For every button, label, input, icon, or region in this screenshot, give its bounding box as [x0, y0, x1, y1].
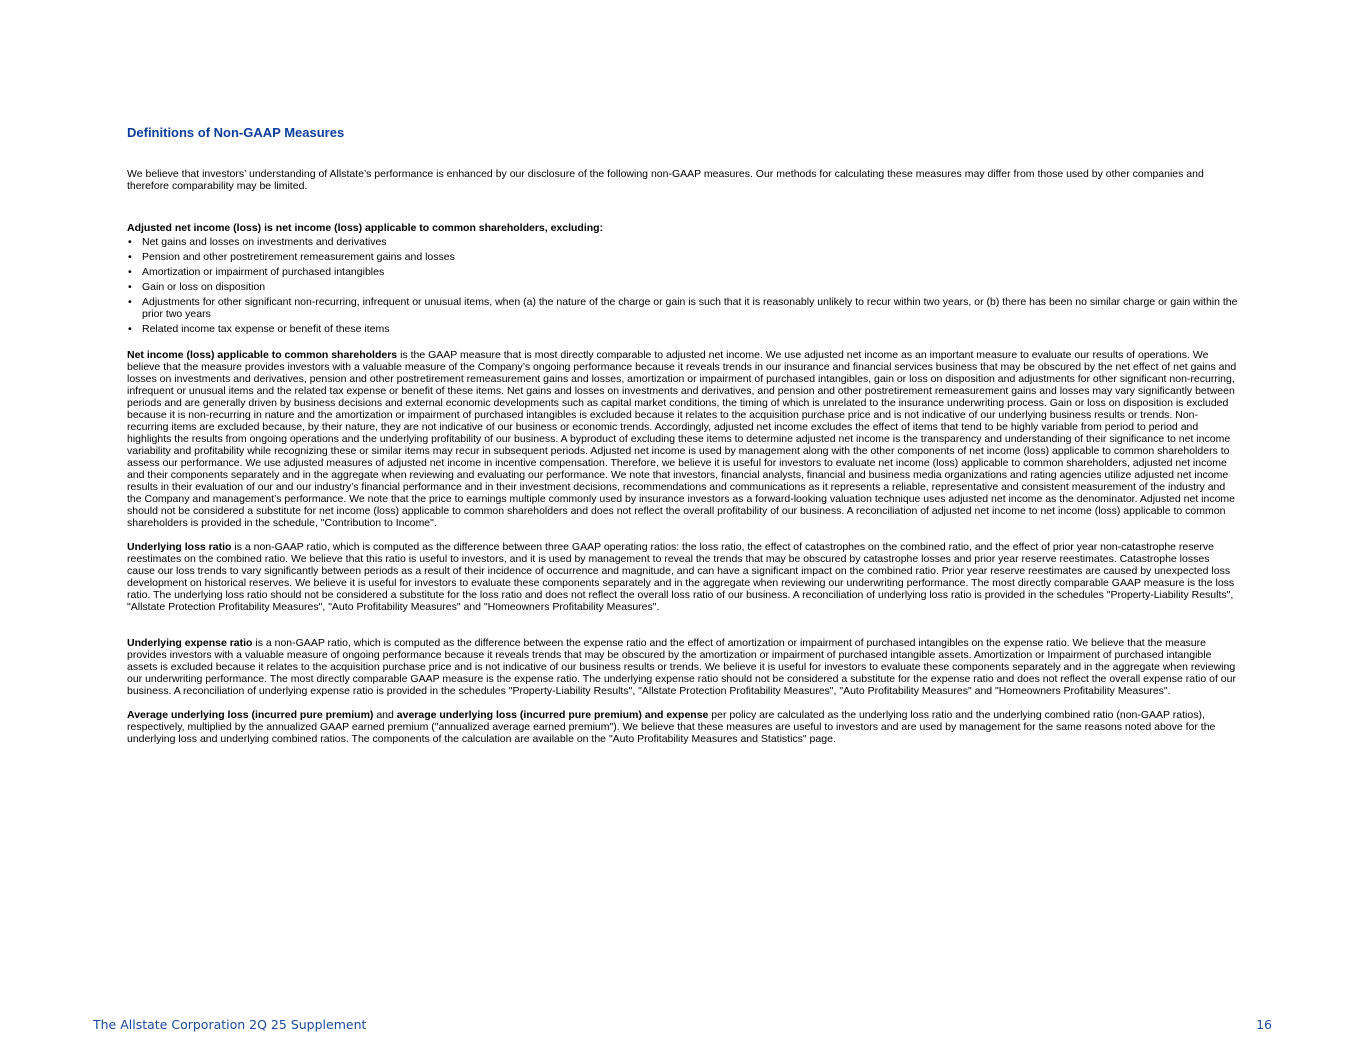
exclusions-list — [127, 237, 1239, 335]
list-item-text: Amortization or impairment of purchased intangibles — [142, 266, 385, 278]
list-item — [127, 282, 1239, 294]
net-income-text: is the GAAP measure that is most directly comparable to adjusted net income. We use adjusted net income as an important measure to evaluate our results of operations. We believe that the measure provides investors with a valuable measure of the Company’s ongoing performance because it reveals trends in our insurance and financial services business that may be obscured by the net effect of net gains and losses on investments and derivatives, pension and other postretirement remeasurement gains and losses, amortization or impairment of purchased intangibles, gain or loss on disposition and adjustments for other significant non-recurring, infrequent or unusual items and the related tax expense or benefit of these items. Net gains and losses on investments and derivatives, and pension and other postretirement remeasurement gains and losses may vary significantly between periods and are generally driven by business decisions and external economic developments such as capital market conditions, the timing of which is unrelated to the insurance underwriting process. Gain or loss on disposition is excluded because it is non-recurring in nature and the amortization or impairment of purchased intangibles is excluded because it relates to the acquisition purchase price and is not indicative of our underlying business results or trends. Non-recurring items are excluded because, by their nature, they are not indicative of our business or economic trends. Accordingly, adjusted net income excludes the effect of items that tend to be highly variable from period to period and highlights the results from ongoing operations and the underlying profitability of our business. A byproduct of excluding these items to determine adjusted net income is the transparency and understanding of their significance to net income variability and profitability while recognizing these or similar items may recur in subsequent periods. Adjusted net income is used by management along with the other components of net income (loss) applicable to common shareholders to assess our performance. We use adjusted measures of adjusted net income in incentive compensation. Therefore, we believe it is useful for investors to evaluate net income (loss) applicable to common shareholders, adjusted net income and their components separately and in the aggregate when reviewing and evaluating our performance. We note that investors, financial analysts, financial and business media organizations and rating agencies utilize adjusted net income results in their evaluation of our and our industry’s financial performance and in their investment decisions, recommendations and communications as it represents a reliable, representative and consistent measurement of the industry and the Company and management’s performance. We note that the price to earnings multiple commonly used by insurance investors as a forward-looking valuation technique uses adjusted net income as the denominator. Adjusted net income should not be considered a substitute for net income (loss) applicable to common shareholders and does not reflect the overall profitability of our business. A reconciliation of adjusted net income to net income (loss) applicable to common shareholders is provided in the schedule, "Contribution to Income". — [127, 349, 1237, 529]
average-loss-joiner: and — [373, 709, 397, 721]
underlying-loss-paragraph — [127, 541, 1239, 613]
average-loss-term: Average underlying loss (incurred pure premium) — [127, 709, 374, 721]
list-item-text: Net gains and losses on investments and derivatives — [142, 236, 387, 248]
document-body — [127, 125, 1239, 745]
bullet-icon: • — [128, 296, 132, 308]
list-item-text: Gain or loss on disposition — [142, 281, 266, 293]
list-item-text: Adjustments for other significant non-recurring, infrequent or unusual items, when (a) the nature of the charge or gain is such that it is reasonably unlikely to recur within two years, or (b) there has been no similar charge or gain within the prior two years — [142, 296, 1238, 320]
underlying-expense-paragraph — [127, 637, 1239, 697]
list-item-text: Related income tax expense or benefit of these items — [142, 322, 390, 335]
bullet-icon: • — [128, 266, 132, 278]
list-item — [127, 324, 1239, 336]
adjusted-net-income-heading: Adjusted net income (loss) is net income (loss) applicable to common shareholders, excluding: — [127, 222, 604, 234]
intro-paragraph: We believe that investors’ understanding of Allstate’s performance is enhanced by our disclosure of the following non-GAAP measures. Our methods for calculating these measures may differ from those used by other companies and therefore comparability may be limited. — [127, 168, 1204, 192]
average-loss-paragraph — [127, 709, 1239, 745]
bullet-icon: • — [128, 281, 132, 293]
list-item — [127, 297, 1239, 320]
bullet-icon: • — [128, 236, 132, 248]
list-item-text: Pension and other postretirement remeasurement gains and losses — [142, 251, 455, 263]
net-income-paragraph — [127, 349, 1239, 529]
page-title: Definitions of Non-GAAP Measures — [127, 125, 345, 140]
list-item — [127, 237, 1239, 249]
average-loss-expense-term: average underlying loss (incurred pure premium) and expense — [396, 709, 709, 721]
underlying-loss-term: Underlying loss ratio — [127, 541, 232, 553]
list-item — [127, 252, 1239, 264]
underlying-expense-text: is a non-GAAP ratio, which is computed as the difference between the expense ratio and the effect of amortization or impairment of purchased intangibles on the expense ratio. We believe that the measure provides investors with a valuable measure of ongoing performance because it reveals trends that may be obscured by the amortization or impairment of purchased intangible assets. Amortization or Impairment of purchased intangible assets is excluded because it relates to the acquisition purchase price and is not indicative of our business results or trends. We believe it is useful for investors to evaluate these components separately and in the aggregate when reviewing our underwriting performance. The most directly comparable GAAP measure is the expense ratio. The underlying expense ratio should not be considered a substitute for the expense ratio and does not reflect the overall expense ratio of our business. A reconciliation of underlying expense ratio is provided in the schedules "Property-Liability Results", "Allstate Protection Profitability Measures", "Auto Profitability Measures" and "Homeowners Profitability Measures". — [127, 637, 1236, 697]
bullet-icon: • — [128, 251, 132, 263]
underlying-expense-term: Underlying expense ratio — [127, 637, 253, 649]
list-item — [127, 267, 1239, 279]
bullet-icon: • — [128, 322, 132, 335]
average-loss-text: per policy are calculated as the underlying loss ratio and the underlying combined ratio (non-GAAP ratios), respectively, multiplied by the annualized GAAP earned premium ("annualized average earned premium"). We believe that these measures are useful to investors and are used by management for the same reasons noted above for the underlying loss and underlying combined ratios. The components of the calculation are available on the "Auto Profitability Measures and Statistics" page. — [127, 709, 1216, 745]
page-number: 16 — [1256, 1017, 1272, 1032]
net-income-term: Net income (loss) applicable to common shareholders — [127, 349, 398, 361]
underlying-loss-text: is a non-GAAP ratio, which is computed as the difference between three GAAP operating ratios: the loss ratio, the effect of catastrophes on the combined ratio, and the effect of prior year non-catastrophe reserve reestimates on the combined ratio. We believe that this ratio is useful to investors, and it is used by management to reveal the trends that may be obscured by catastrophe losses and prior year reserve reestimates. Catastrophe losses cause our loss trends to vary significantly between periods as a result of their incidence of occurrence and magnitude, and can have a significant impact on the combined ratio. Prior year reserve reestimates are caused by unexpected loss development on historical reserves. We believe it is useful for investors to evaluate these components separately and in the aggregate when reviewing our underwriting performance. The most directly comparable GAAP measure is the loss ratio. The underlying loss ratio should not be considered a substitute for the loss ratio and does not reflect the overall loss ratio of our business. A reconciliation of underlying loss ratio is provided in the schedules "Property-Liability Results", "Allstate Protection Profitability Measures", "Auto Profitability Measures" and "Homeowners Profitability Measures". — [127, 541, 1235, 613]
footer-document-title: The Allstate Corporation 2Q 25 Supplement — [93, 1017, 367, 1032]
